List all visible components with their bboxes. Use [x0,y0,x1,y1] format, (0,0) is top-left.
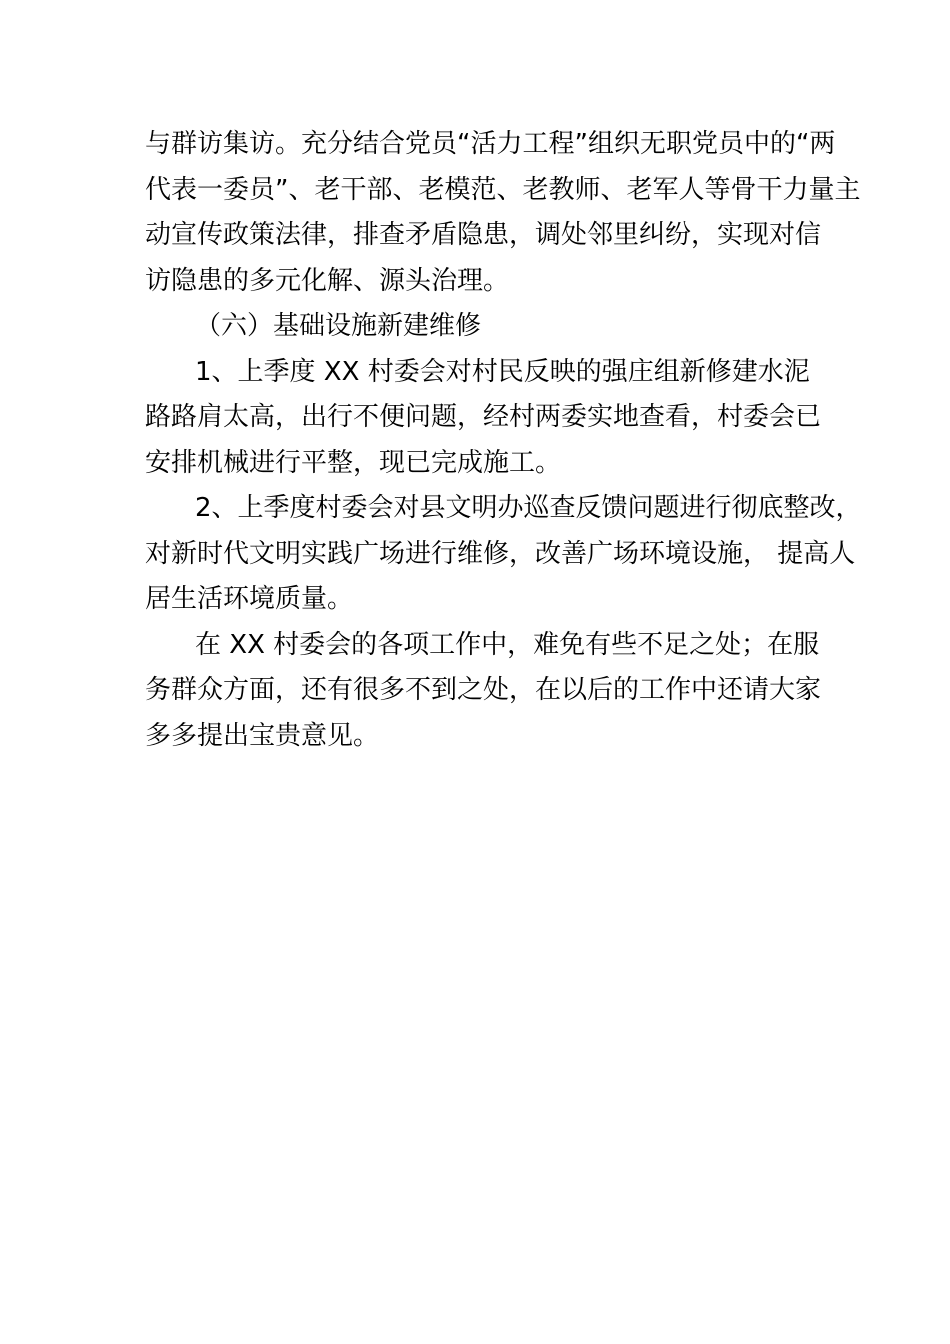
text-line: 2、上季度村委会对县文明办巡查反馈问题进行彻底整改， [195,493,862,523]
text-line: 居生活环境质量。 [145,584,354,614]
text-line: 多多提出宝贵意见。 [145,720,380,751]
text-line: 1、上季度 XX 村委会对村民反映的强庄组新修建水泥 [195,356,810,387]
text-line: 与群访集访。充分结合党员“活力工程”组织无职党员中的“两 [145,129,836,159]
section-heading: （六）基础设施新建维修 [195,311,482,341]
text-line: 对新时代文明实践广场进行维修，改善广场环境设施， 提高人 [145,538,856,569]
paragraph-closing-remarks [145,623,845,760]
paragraph-community-mediation [145,122,861,304]
document-body [145,122,862,759]
text-line: 路路肩太高，出行不便问题，经村两委实地查看，村委会已 [145,402,822,432]
text-line: 动宣传政策法律，排查矛盾隐患，调处邻里纠纷，实现对信 [145,220,822,250]
text-line: 务群众方面，还有很多不到之处，在以后的工作中还请大家 [145,675,822,705]
text-line: 在 XX 村委会的各项工作中，难免有些不足之处；在服 [195,629,820,660]
paragraph-square-repair [145,486,862,623]
text-line: 访隐患的多元化解、源头治理。 [145,265,510,296]
section-heading-infrastructure [145,304,845,350]
paragraph-road-repair [145,350,845,487]
text-line: 代表一委员”、老干部、老模范、老教师、老军人等骨干力量主 [145,174,861,205]
text-line: 安排机械进行平整，现已完成施工。 [145,447,562,478]
